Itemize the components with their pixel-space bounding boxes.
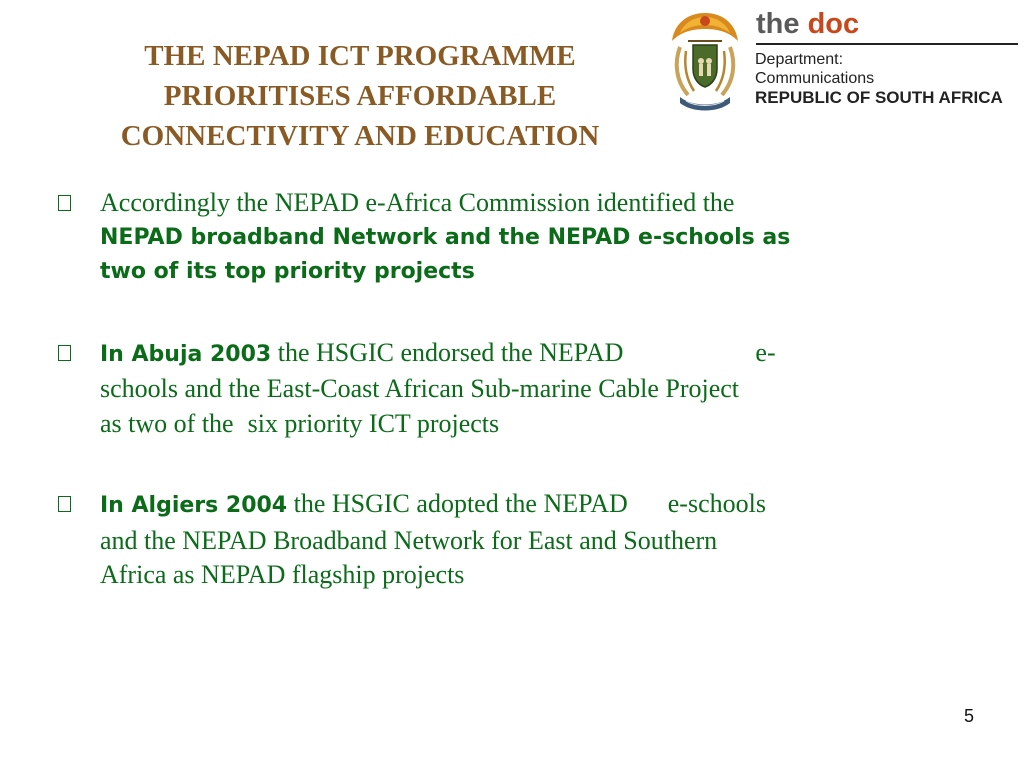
bullet-2-line-3b: six priority ICT projects — [247, 408, 500, 438]
brand-the: the — [756, 8, 800, 40]
title-line-2: PRIORITISES AFFORDABLE — [163, 80, 557, 112]
bullet-box-icon — [58, 345, 71, 361]
bullet-2-lead: In Abuja 2003 — [100, 341, 272, 367]
bullet-2-line-2: schools and the East-Coast African Sub-marine Cable Project — [100, 374, 740, 403]
bullet-3-lead: In Algiers 2004 — [100, 493, 288, 518]
brand-divider — [756, 43, 1018, 45]
bullet-3-line-3: Africa as NEPAD flagship projects — [100, 560, 465, 589]
brand-doc: doc — [807, 8, 860, 40]
bullet-3-line-2: and the NEPAD Broadband Network for East and Southern — [100, 525, 718, 555]
bullet-item-3 — [58, 487, 968, 593]
dept-line-1: Department: — [755, 51, 844, 68]
bullet-box-icon — [58, 195, 71, 211]
bullet-1-line-1: Accordingly the NEPAD e-Africa Commission identified the — [100, 188, 735, 217]
bullet-2-line-1-text: the HSGIC endorsed the NEPAD — [271, 337, 624, 367]
bullet-box-icon — [58, 496, 71, 512]
department-name — [755, 50, 1003, 107]
coat-of-arms-icon — [666, 7, 744, 113]
bullet-3-line-1-tail: e-schools — [667, 489, 766, 518]
bullet-list — [58, 186, 968, 639]
department-logo — [664, 5, 1020, 115]
bullet-2-line-3a: as two of the — [100, 408, 234, 438]
bullet-3-line-1-text: the HSGIC adopted the NEPAD — [287, 489, 628, 518]
bullet-1-line-2: NEPAD broadband Network and the NEPAD e-schools as — [100, 224, 791, 250]
bullet-1-line-3: two of its top priority projects — [100, 259, 475, 284]
bullet-3-line-1 — [100, 487, 968, 524]
title-line-3: CONNECTIVITY AND EDUCATION — [120, 120, 600, 152]
slide-title — [40, 36, 680, 156]
bullet-2-line-3 — [100, 407, 968, 442]
title-line-1: THE NEPAD ICT PROGRAMME — [144, 40, 576, 72]
bullet-item-2 — [58, 336, 968, 442]
page-number: 5 — [963, 706, 974, 726]
dept-line-2: Communications — [755, 70, 875, 87]
bullet-item-1 — [58, 186, 968, 290]
the-doc-brand — [756, 7, 859, 41]
dept-line-3: REPUBLIC OF SOUTH AFRICA — [755, 88, 1003, 107]
bullet-2-line-1-tail: e- — [755, 337, 776, 367]
bullet-2-line-1 — [100, 336, 968, 373]
